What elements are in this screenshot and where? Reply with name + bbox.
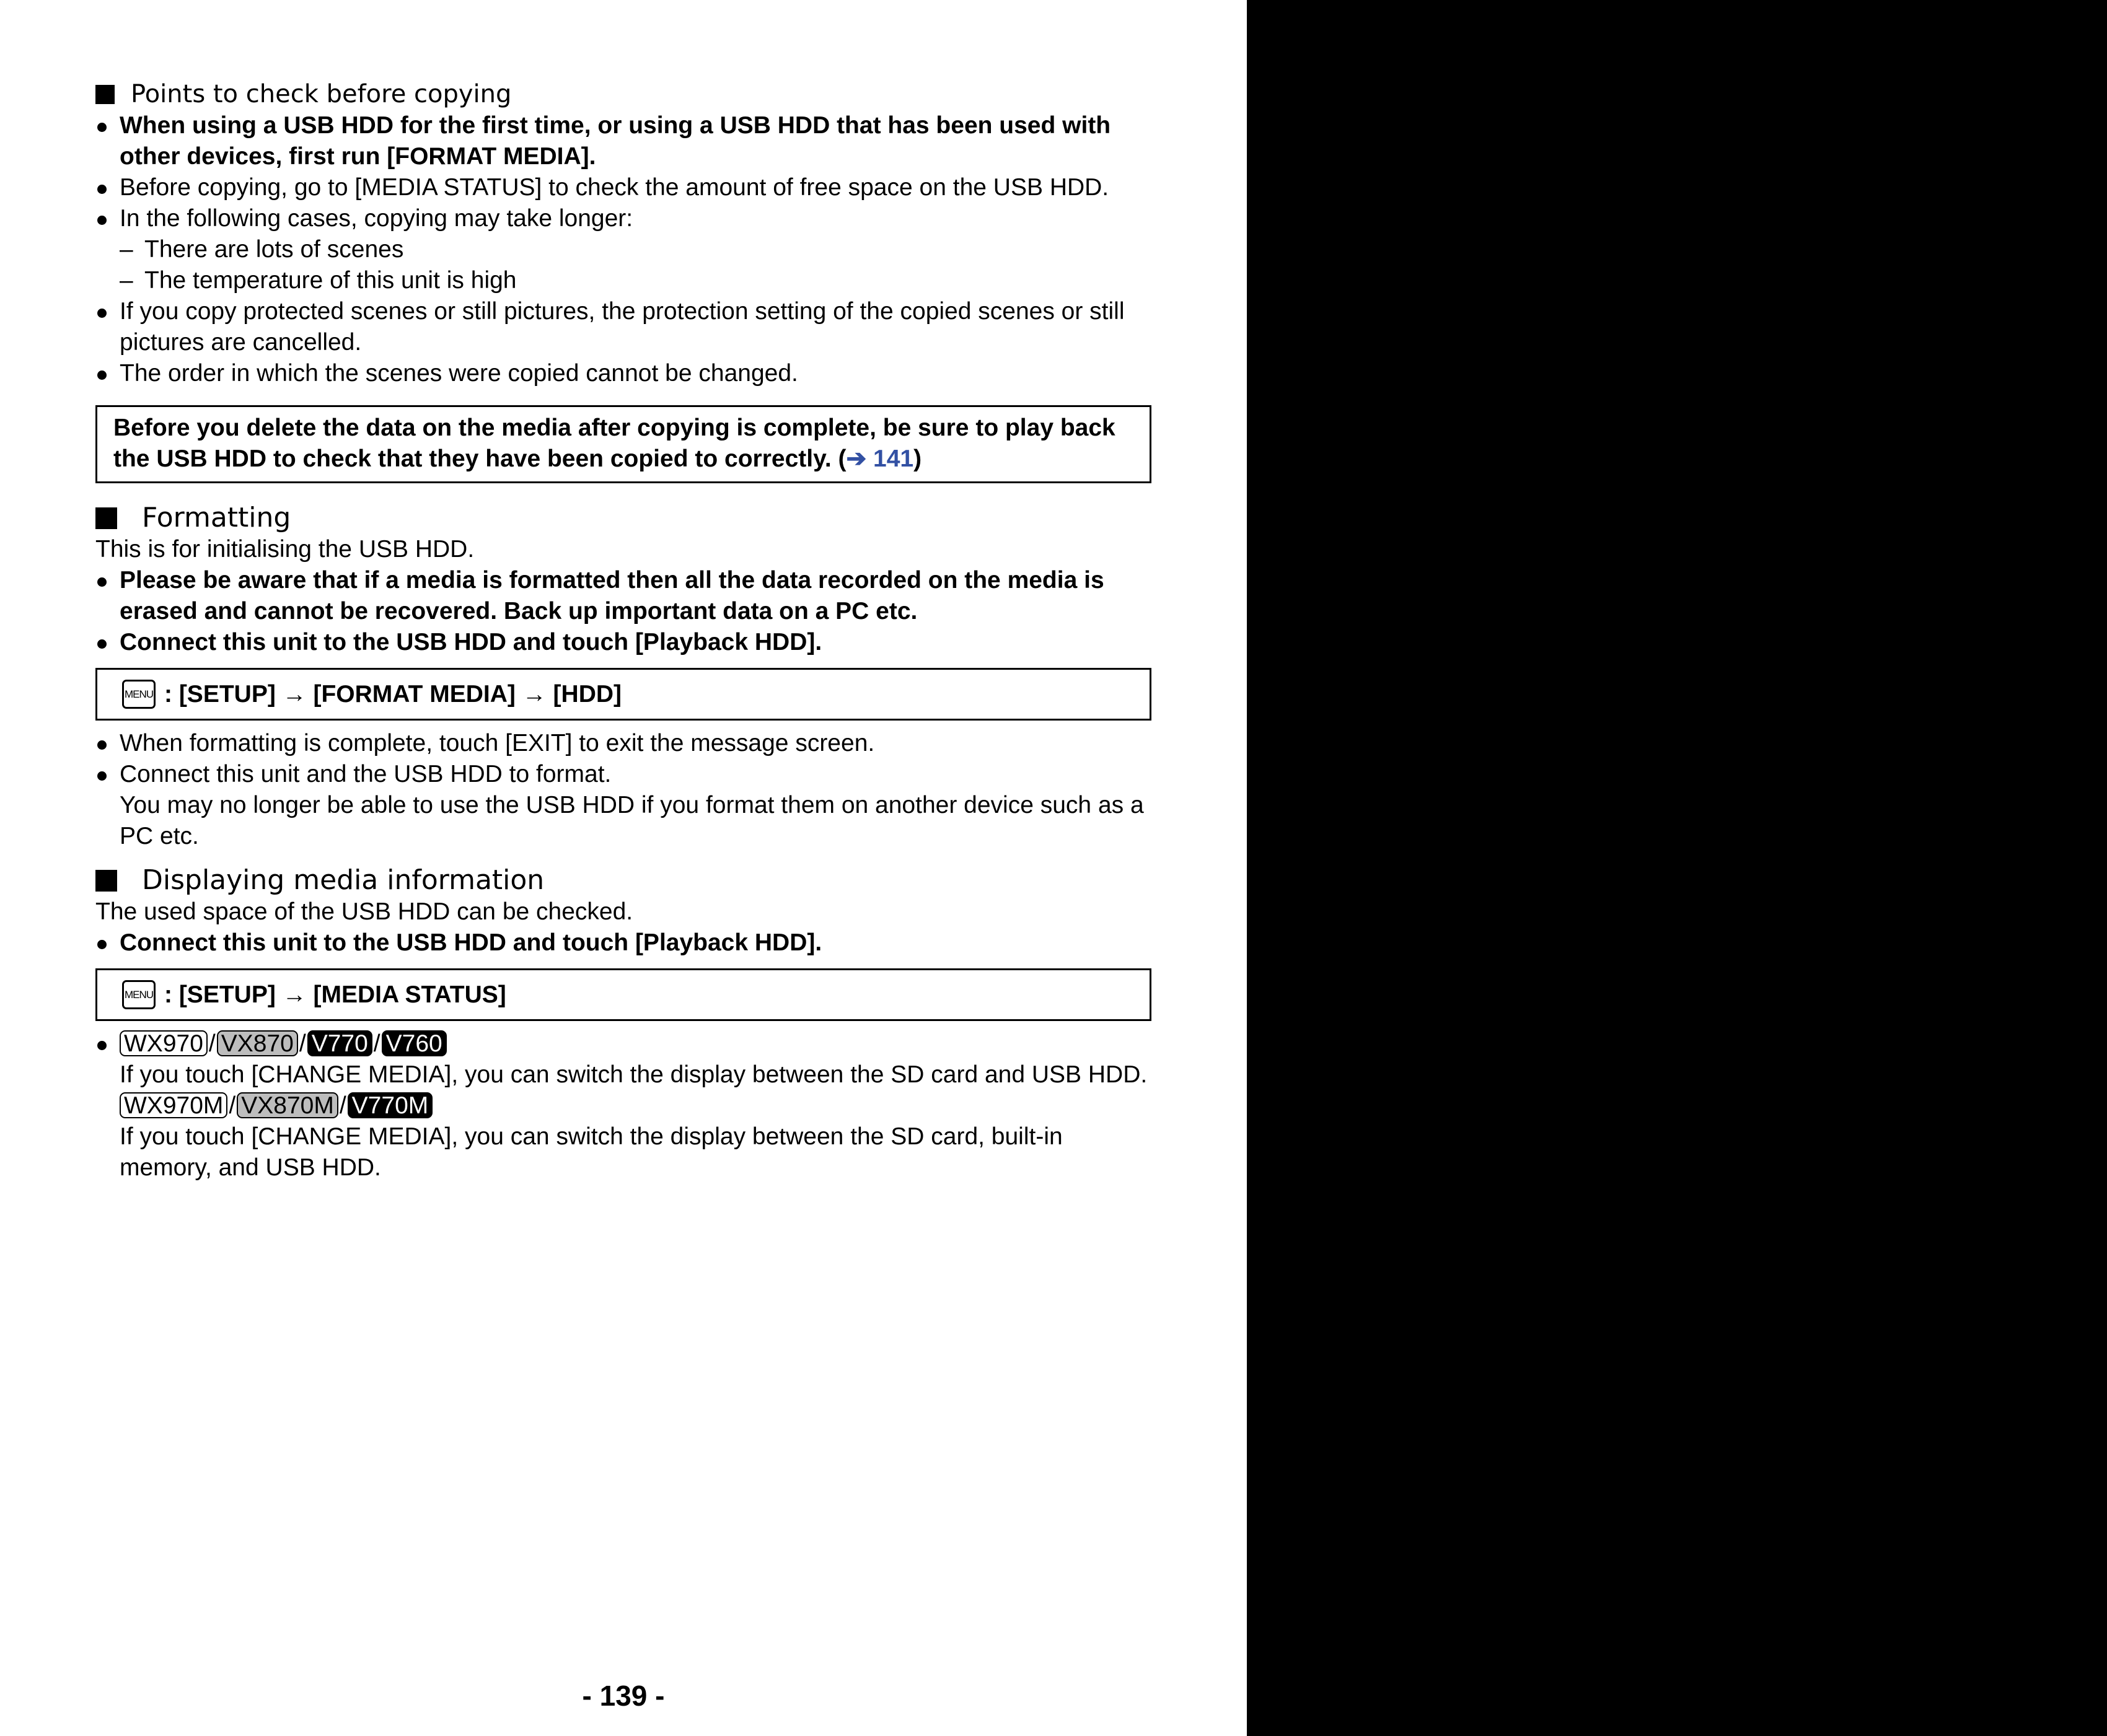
page-content xyxy=(95,78,1151,1183)
note-box: Before you delete the data on the media after copying is complete, be sure to play back the USB HDD to check that they have been copied to correctly. (➔ 141) xyxy=(95,405,1151,483)
model-badge-vx870m: VX870M xyxy=(237,1092,338,1118)
model-badge-vx870: VX870 xyxy=(217,1030,298,1056)
model-badge-row: WX970M / VX870M / V770M xyxy=(95,1090,1151,1121)
format-command: : [SETUP] → [FORMAT MEDIA] → [HDD] xyxy=(164,680,622,708)
model-badge-wx970m: WX970M xyxy=(120,1092,227,1118)
page-link[interactable]: ➔ 141 xyxy=(846,445,914,472)
model-note-text: If you touch [CHANGE MEDIA], you can switch the display between the SD card and USB HDD. xyxy=(120,1061,1148,1088)
list-item: Connect this unit and the USB HDD to format. xyxy=(120,761,612,787)
formatting-heading: Formatting xyxy=(142,502,291,533)
list-item: If you copy protected scenes or still pictures, the protection setting of the copied scenes or still pictures are cancelled. xyxy=(120,298,1125,356)
list-item: Connect this unit to the USB HDD and touch [Playback HDD]. xyxy=(120,629,822,655)
model-badge-wx970: WX970 xyxy=(120,1030,208,1056)
menu-icon: MENU xyxy=(122,980,156,1009)
model-badge-v770m: V770M xyxy=(348,1092,433,1118)
list-item: Connect this unit to the USB HDD and touch [Playback HDD]. xyxy=(120,929,822,956)
status-command: : [SETUP] → [MEDIA STATUS] xyxy=(164,981,506,1008)
command-box-status xyxy=(95,968,1151,1021)
display-heading: Displaying media information xyxy=(142,864,545,896)
continuation-text: You may no longer be able to use the USB HDD if you format them on another device such as a PC etc. xyxy=(120,792,1144,849)
command-box-format xyxy=(95,668,1151,721)
model-badge-v770: V770 xyxy=(307,1030,372,1056)
formatting-intro: This is for initialising the USB HDD. xyxy=(95,536,475,563)
model-list-item: WX970 / VX870 / V770 / V760 xyxy=(95,1028,1151,1059)
list-item: The order in which the scenes were copied cannot be changed. xyxy=(120,360,798,387)
list-item: Before copying, go to [MEDIA STATUS] to check the amount of free space on the USB HDD. xyxy=(120,174,1109,201)
sub-list-item: – The temperature of this unit is high xyxy=(95,265,1151,296)
list-item: Please be aware that if a media is formatted then all the data recorded on the media is erased and cannot be recovered. Back up important data on a PC etc. xyxy=(120,567,1104,625)
dash-marker: – xyxy=(120,267,133,294)
model-badge-v760: V760 xyxy=(382,1030,447,1056)
list-item: When formatting is complete, touch [EXIT] to exit the message screen. xyxy=(120,730,875,756)
section-heading-formatting xyxy=(95,502,1151,534)
sub-list-item: – There are lots of scenes xyxy=(95,234,1151,265)
square-bullet-icon xyxy=(95,507,117,529)
list-item: In the following cases, copying may take longer: xyxy=(120,205,633,232)
dash-marker: – xyxy=(120,236,133,263)
points-heading: Points to check before copying xyxy=(131,80,512,108)
section-heading-display xyxy=(95,864,1151,896)
display-intro: The used space of the USB HDD can be checked. xyxy=(95,898,633,925)
list-item: When using a USB HDD for the first time, or using a USB HDD that has been used with other devices, first run [FORMAT MEDIA]. xyxy=(120,112,1111,170)
model-note-text: If you touch [CHANGE MEDIA], you can switch the display between the SD card, built-in memory, and USB HDD. xyxy=(120,1123,1063,1181)
square-bullet-icon xyxy=(95,85,115,104)
menu-icon: MENU xyxy=(122,680,156,709)
square-bullet-icon xyxy=(95,870,117,892)
note-text: Before you delete the data on the media after copying is complete, be sure to play back the USB HDD to check that they have been copied to correctly. ( xyxy=(113,414,1115,472)
page-number: - 139 - xyxy=(582,1680,665,1712)
section-heading-points xyxy=(95,78,1151,110)
